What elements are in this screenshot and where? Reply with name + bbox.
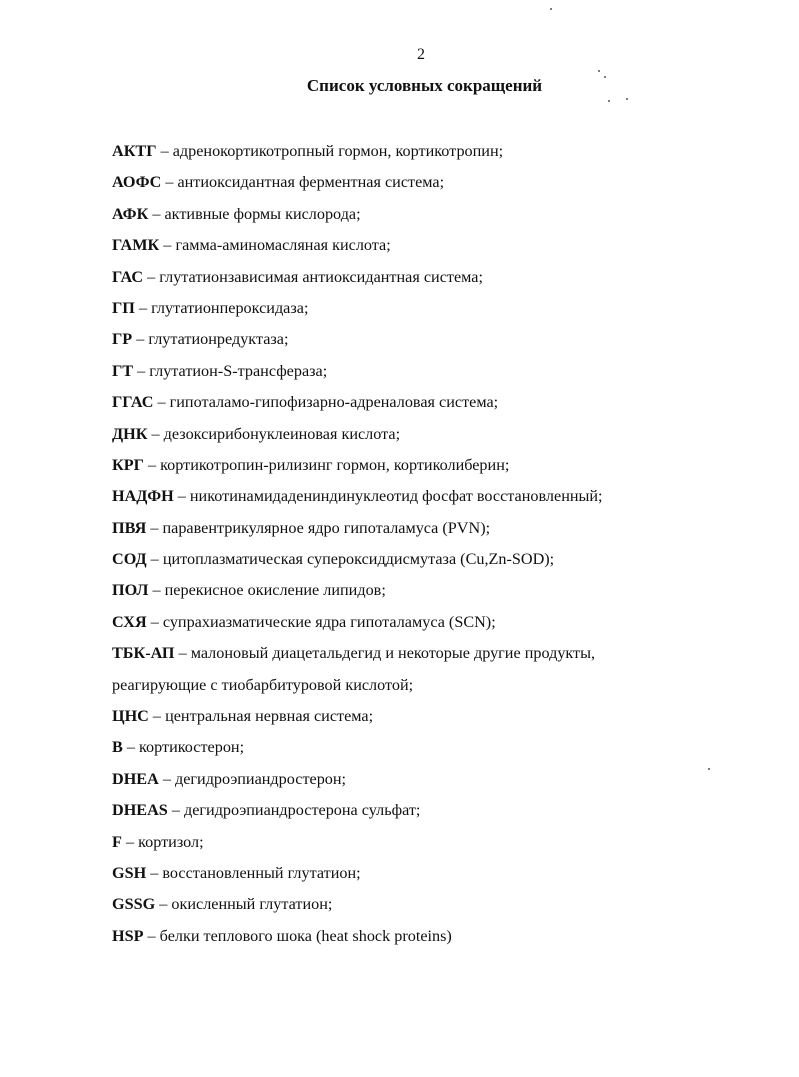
list-item [112,862,752,893]
list-item [112,799,752,830]
abbreviation-definition: – дезоксирибонуклеиновая кислота; [147,424,401,443]
list-item [112,611,752,642]
list-item [112,831,752,862]
list-item [112,171,752,202]
scan-speck [708,768,710,770]
abbreviation-term: АФК [112,204,149,223]
abbreviation-term: ГП [112,298,135,317]
page-title: Список условных сокращений [306,76,543,95]
abbreviation-definition: реагирующие с тиобарбитуровой кислотой; [112,675,414,694]
scan-speck [608,100,610,102]
abbreviation-term: НАДФН [112,487,174,506]
abbreviation-term: ГАС [112,267,144,286]
list-item [112,705,752,736]
abbreviation-term: СХЯ [112,612,147,631]
abbreviation-term: ПВЯ [112,518,147,537]
list-item [112,485,752,516]
list-item [112,454,752,485]
list-item [112,893,752,924]
scan-speck [550,8,552,10]
abbreviation-definition: – антиоксидантная ферментная система; [161,173,445,192]
abbreviation-definition: – цитоплазматическая супероксиддисмутаза (Cu,Zn-SOD); [146,550,555,569]
abbreviation-term: ГР [112,330,133,349]
list-item [112,360,752,391]
abbreviation-definition: – супрахиазматические ядра гипоталамуса (SCN); [146,612,496,631]
abbreviation-term: ПОЛ [112,581,149,600]
list-item [112,517,752,548]
abbreviation-definition: – никотинамидадениндинуклеотид фосфат восстановленный; [173,487,603,506]
list-item [112,423,752,454]
abbreviation-term: СОД [112,550,147,569]
list-item [112,328,752,359]
abbreviation-term: ГТ [112,361,134,380]
abbreviation-definition: – гипоталамо-гипофизарно-адреналовая система; [153,393,499,412]
abbreviation-term: ЦНС [112,707,149,726]
abbreviation-definition: – кортизол; [121,832,204,851]
list-item [112,548,752,579]
scan-speck [604,76,606,78]
abbreviation-term: ТБК-АП [112,644,175,663]
list-item [112,925,752,956]
list-item [112,266,752,297]
abbreviation-definition: – кортикотропин-рилизинг гормон, кортиколиберин; [143,455,510,474]
abbreviation-definition: – глутатионпероксидаза; [134,298,309,317]
abbreviation-definition: – глутатионзависимая антиоксидантная система; [143,267,483,286]
abbreviation-definition: – кортикостерон; [122,738,245,757]
abbreviation-term: HSP [112,926,144,945]
abbreviation-term: ГАМК [112,236,160,255]
list-item [112,203,752,234]
page-number: 2 [417,46,425,63]
abbreviation-term: ГГАС [112,393,154,412]
abbreviation-definition: – глутатион-S-трансфераза; [133,361,328,380]
abbreviation-term: GSSG [112,895,156,914]
abbreviation-definition: – белки теплового шока (heat shock proteins) [143,926,452,945]
list-item [112,391,752,422]
list-item [112,736,752,767]
list-item [112,642,752,673]
abbreviation-term: ДНК [112,424,148,443]
abbreviation-term: DHEAS [112,801,168,820]
abbreviation-definition: – активные формы кислорода; [148,204,361,223]
scan-speck [598,70,600,72]
scan-speck [626,98,628,100]
abbreviation-definition: – паравентрикулярное ядро гипоталамуса (PVN); [146,518,491,537]
list-item [112,768,752,799]
abbreviation-definition: – гамма-аминомасляная кислота; [159,236,391,255]
abbreviation-list [112,140,752,956]
abbreviation-term: КРГ [112,455,144,474]
abbreviation-definition: – дегидроэпиандростерон; [158,769,347,788]
abbreviation-term: АКТГ [112,142,157,160]
abbreviation-definition: – дегидроэпиандростерона сульфат; [167,801,421,820]
list-item-continuation [112,674,752,705]
abbreviation-definition: – адренокортикотропный гормон, кортикотропин; [156,142,504,160]
list-item [112,579,752,610]
abbreviation-definition: – перекисное окисление липидов; [148,581,386,600]
abbreviation-definition: – центральная нервная система; [148,707,374,726]
list-item [112,297,752,328]
abbreviation-definition: – восстановленный глутатион; [146,863,361,882]
abbreviation-definition: – малоновый диацетальдегид и некоторые другие продукты, [174,644,596,663]
abbreviation-term: B [112,738,123,757]
abbreviation-term: GSH [112,863,147,882]
abbreviation-term: F [112,832,122,851]
abbreviation-term: DHEA [112,769,159,788]
abbreviation-definition: – глутатионредуктаза; [132,330,289,349]
abbreviation-term: АОФС [112,173,162,192]
list-item [112,234,752,265]
abbreviation-definition: – окисленный глутатион; [155,895,333,914]
list-item [112,140,752,171]
